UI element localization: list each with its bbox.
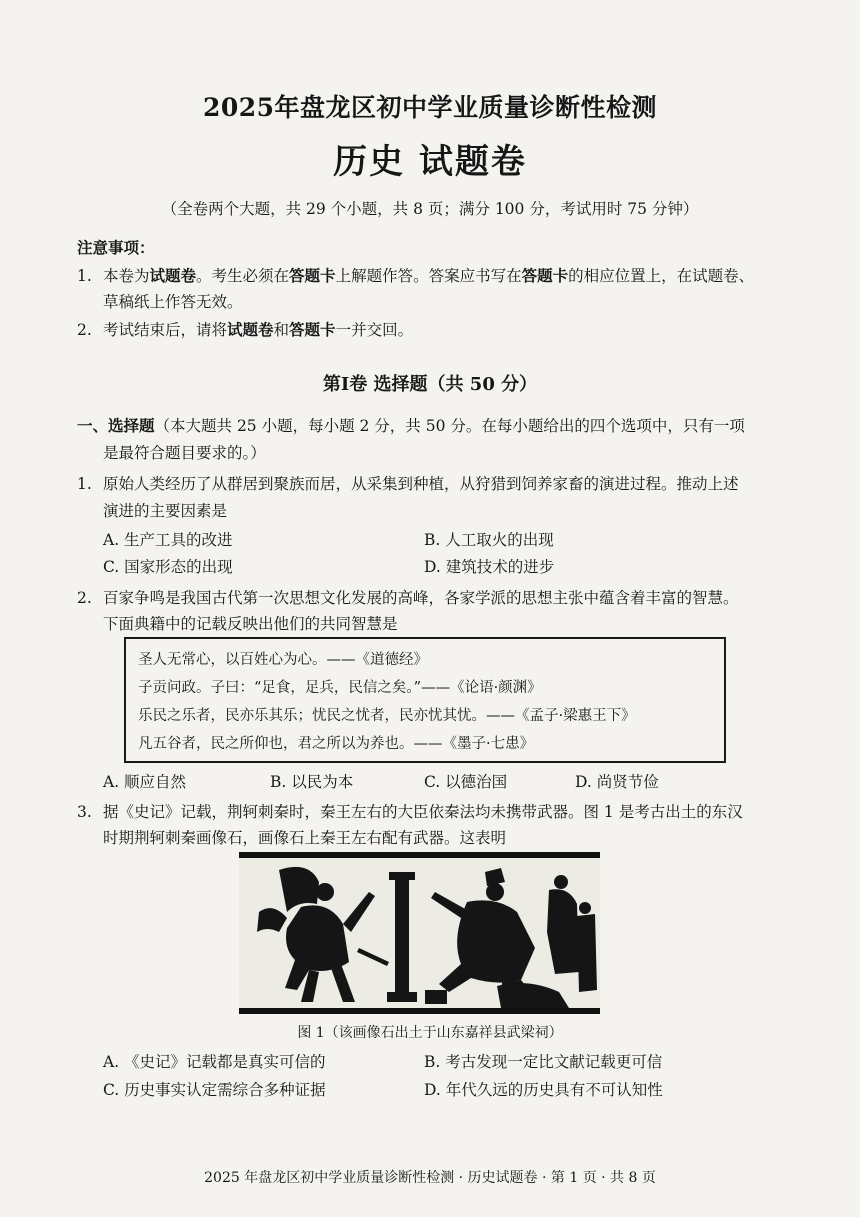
quote-line-2: 子贡问政。子曰：“足食，足兵，民信之矣。”——《论语·颜渊》 [138, 680, 542, 696]
question-2-stem: 百家争鸣是我国古代第一次思想文化发展的高峰，各家学派的思想主张中蕴含着丰富的智慧。 [103, 589, 739, 607]
quote-line-4: 凡五谷者，民之所仰也，君之所以为养也。——《墨子·七患》 [138, 736, 535, 752]
stone-relief-illustration [239, 852, 600, 1014]
section-intro-text: （本大题共 25 小题，每小题 2 分，共 50 分。在每小题给出的四个选项中，只有一项 [154, 417, 745, 435]
notice-text: 考试结束后，请将 [103, 321, 228, 339]
quote-line-1: 圣人无常心，以百姓心为心。——《道德经》 [138, 652, 428, 668]
q3-option-d[interactable]: D. 年代久远的历史具有不可认知性 [424, 1081, 663, 1099]
section-title: 第Ⅰ卷 选择题（共 50 分） [322, 374, 538, 395]
notice-item-2-number: 2. [77, 321, 92, 339]
question-3-stem: 据《史记》记载，荆轲刺秦时，秦王左右的大臣依秦法均未携带武器。图 1 是考古出土的东汉 [103, 803, 743, 821]
notice-text: 的相应位置上，在试题卷、 [568, 267, 755, 285]
notice-text: 本卷为 [103, 267, 150, 285]
quote-box [124, 637, 726, 763]
question-1-stem-cont: 演进的主要因素是 [103, 502, 228, 520]
section-intro-cont: 是最符合题目要求的。） [103, 444, 266, 462]
page-footer: 2025 年盘龙区初中学业质量诊断性检测 · 历史试题卷 · 第 1 页 · 共 8 页 [204, 1170, 656, 1186]
q1-option-c[interactable]: C. 国家形态的出现 [103, 558, 233, 576]
exam-title: 2025年盘龙区初中学业质量诊断性检测 [202, 93, 658, 122]
quote-line-3: 乐民之乐者，民亦乐其乐；忧民之忧者，民亦忧其忧。——《孟子·梁惠王下》 [138, 708, 636, 724]
q2-option-b[interactable]: B. 以民为本 [270, 773, 354, 791]
question-3-stem-cont: 时期荆轲刺秦画像石，画像石上秦王左右配有武器。这表明 [103, 829, 507, 847]
notice-text: 。考生必须在 [196, 267, 290, 285]
notice-text: 上解题作答。答案应书写在 [335, 267, 522, 285]
question-3 [77, 800, 743, 822]
notice-item-1-cont: 草稿纸上作答无效。 [103, 293, 243, 311]
q1-option-b[interactable]: B. 人工取火的出现 [424, 531, 554, 549]
q3-option-b[interactable]: B. 考古发现一定比文献记载更可信 [424, 1053, 663, 1071]
notice-heading: 注意事项： [77, 238, 155, 257]
notice-emphasis: 答题卡 [289, 266, 336, 285]
q1-option-a[interactable]: A. 生产工具的改进 [103, 531, 233, 549]
q2-option-d[interactable]: D. 尚贤节俭 [575, 773, 659, 791]
q2-option-c[interactable]: C. 以德治国 [424, 773, 508, 791]
notice-item-2 [77, 318, 413, 340]
notice-emphasis: 试题卷 [227, 320, 274, 339]
notice-item-1 [77, 264, 754, 286]
exam-info: （全卷两个大题，共 29 个小题，共 8 页；满分 100 分，考试用时 75 分钟） [161, 200, 699, 218]
notice-emphasis: 答题卡 [289, 320, 336, 339]
question-1-stem: 原始人类经历了从群居到聚族而居，从采集到种植，从狩猎到饲养家畜的演进过程。推动上述 [103, 475, 739, 493]
q3-option-c[interactable]: C. 历史事实认定需综合多种证据 [103, 1081, 326, 1099]
exam-subject-title: 历史 试题卷 [333, 142, 527, 182]
question-1 [77, 472, 739, 494]
q2-option-a[interactable]: A. 顺应自然 [103, 773, 187, 791]
q1-option-d[interactable]: D. 建筑技术的进步 [424, 558, 555, 576]
notice-emphasis: 答题卡 [521, 266, 569, 285]
stone-relief-image [239, 852, 600, 1014]
question-2 [77, 586, 739, 608]
section-intro-label: 一、选择题 [77, 416, 155, 435]
figure-caption: 图 1（该画像石出土于山东嘉祥县武梁祠） [297, 1025, 563, 1041]
notice-text: 一并交回。 [335, 321, 414, 339]
question-3-number: 3. [77, 803, 92, 821]
notice-text: 和 [273, 321, 290, 339]
q3-option-a[interactable]: A. 《史记》记载都是真实可信的 [103, 1053, 326, 1071]
section-intro [77, 414, 745, 436]
notice-emphasis: 试题卷 [149, 266, 197, 285]
question-1-number: 1. [77, 475, 92, 493]
question-2-number: 2. [77, 589, 92, 607]
question-2-stem-cont: 下面典籍中的记载反映出他们的共同智慧是 [103, 615, 398, 633]
notice-item-1-number: 1. [77, 267, 92, 285]
